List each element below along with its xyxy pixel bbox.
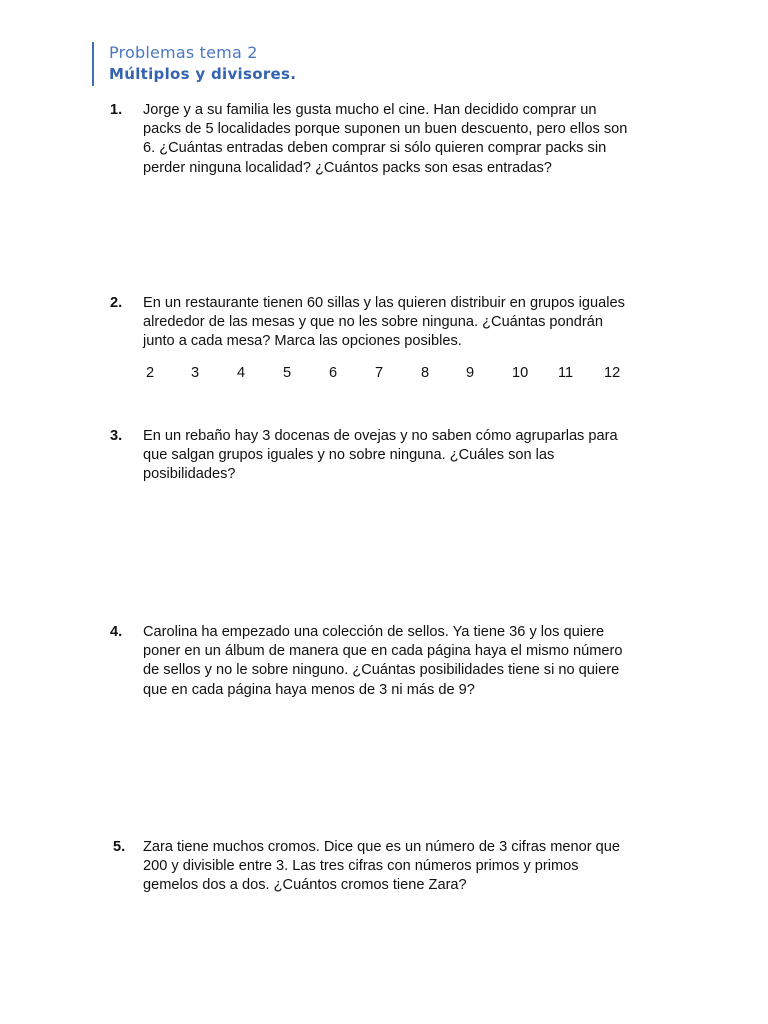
problem-line: alrededor de las mesas y que no les sobre ninguna. ¿Cuántas pondrán (143, 314, 603, 331)
problem-line: de sellos y no le sobre ninguno. ¿Cuántas posibilidades tiene si no quiere (143, 662, 620, 679)
option-number[interactable]: 3 (191, 365, 200, 381)
problem-line: gemelos dos a dos. ¿Cuántos cromos tiene Zara? (143, 877, 467, 894)
problem-number: 4. (110, 624, 123, 640)
problem-text (143, 427, 673, 485)
problem-number: 5. (113, 839, 126, 855)
problem-line: poner en un álbum de manera que en cada página haya el mismo número (143, 643, 623, 660)
problem-line: que salgan grupos iguales y no sobre ninguna. ¿Cuáles son las (143, 447, 555, 464)
problem-line: que en cada página haya menos de 3 ni más de 9? (143, 681, 475, 698)
option-number[interactable]: 2 (146, 365, 155, 381)
problem-text (143, 294, 673, 352)
option-number[interactable]: 8 (421, 365, 430, 381)
option-number[interactable]: 9 (466, 365, 475, 381)
header-accent-bar (92, 42, 94, 86)
option-number[interactable]: 4 (237, 365, 246, 381)
problem-line: perder ninguna localidad? ¿Cuántos packs son esas entradas? (143, 159, 552, 176)
problem-text (143, 838, 673, 896)
option-number[interactable]: 7 (375, 365, 384, 381)
problem-number: 3. (110, 428, 123, 444)
problem-line: Carolina ha empezado una colección de sellos. Ya tiene 36 y los quiere (143, 624, 605, 640)
problem-text (143, 623, 673, 700)
option-number[interactable]: 5 (283, 365, 292, 381)
option-number[interactable]: 12 (604, 365, 621, 381)
problem-line: posibilidades? (143, 466, 236, 483)
page-title: Problemas tema 2 (109, 43, 258, 62)
problem-text (143, 101, 673, 178)
option-number[interactable]: 6 (329, 365, 338, 381)
problem-line: En un rebaño hay 3 docenas de ovejas y no saben cómo agruparlas para (143, 428, 618, 444)
option-number[interactable]: 11 (558, 365, 574, 381)
option-number[interactable]: 10 (512, 365, 529, 381)
problem-line: Jorge y a su familia les gusta mucho el cine. Han decidido comprar un (143, 102, 597, 118)
problem-line: 6. ¿Cuántas entradas deben comprar si sólo quieren comprar packs sin (143, 140, 607, 157)
problem-number: 1. (110, 102, 123, 118)
page-subtitle: Múltiplos y divisores. (109, 65, 297, 83)
problem-line: packs de 5 localidades porque suponen un buen descuento, pero ellos son (143, 121, 628, 138)
problem-number: 2. (110, 295, 123, 311)
problem-line: En un restaurante tienen 60 sillas y las quieren distribuir en grupos iguales (143, 295, 625, 311)
problem-line: Zara tiene muchos cromos. Dice que es un número de 3 cifras menor que (143, 839, 620, 855)
problem-line: 200 y divisible entre 3. Las tres cifras con números primos y primos (143, 858, 579, 875)
problem-line: junto a cada mesa? Marca las opciones posibles. (143, 333, 462, 350)
